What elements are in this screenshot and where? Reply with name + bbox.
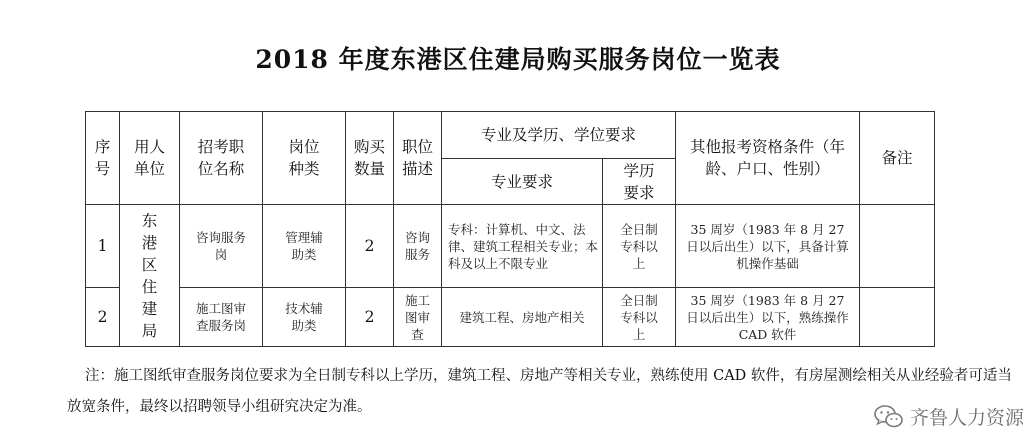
watermark-text: 齐鲁人力资源	[909, 407, 1024, 429]
row-degree: 全日制专科以上	[603, 205, 676, 288]
footnote: 注：施工图纸审查服务岗位要求为全日制专科以上学历，建筑工程、房地产等相关专业，熟练使用 CAD 软件，有房屋测绘相关从业经验者可适当放宽条件，最终以招聘领导小组研究决定为准。	[67, 368, 1012, 415]
table-row	[86, 288, 935, 347]
header-unit: 用人单位	[120, 112, 180, 205]
row-desc: 咨询服务	[394, 205, 442, 288]
header-count: 购买数量	[346, 112, 394, 205]
header-type: 岗位种类	[263, 112, 346, 205]
header-desc: 职位描述	[394, 112, 442, 205]
row-other: 35 周岁（1983 年 8 月 27 日以后出生）以下，具备计算机操作基础	[676, 205, 860, 288]
row-type: 技术辅助类	[263, 288, 346, 347]
row-remark	[860, 288, 935, 347]
row-type: 管理辅助类	[263, 205, 346, 288]
row-count: 2	[346, 288, 394, 347]
row-position: 施工图审查服务岗	[180, 288, 263, 347]
row-major: 建筑工程、房地产相关	[442, 288, 603, 347]
row-seq: 1	[86, 205, 120, 288]
header-remark: 备注	[860, 112, 935, 205]
header-other: 其他报考资格条件（年龄、户口、性别）	[676, 112, 860, 205]
positions-table	[85, 111, 935, 347]
table-header-row	[86, 112, 935, 159]
unit-cell: 东港区住建局	[120, 205, 180, 347]
table-row	[86, 205, 935, 288]
row-desc: 施工图审查	[394, 288, 442, 347]
row-degree: 全日制专科以上	[603, 288, 676, 347]
header-seq: 序号	[86, 112, 120, 205]
row-position: 咨询服务岗	[180, 205, 263, 288]
row-major: 专科：计算机、中文、法律、建筑工程相关专业；本科及以上不限专业	[442, 205, 603, 288]
header-position: 招考职位名称	[180, 112, 263, 205]
header-major: 专业要求	[442, 159, 603, 205]
wechat-icon	[874, 404, 904, 430]
header-degree: 学历要求	[603, 159, 676, 205]
header-edu-group: 专业及学历、学位要求	[442, 112, 676, 159]
row-remark	[860, 205, 935, 288]
row-count: 2	[346, 205, 394, 288]
document-title: 2018 年度东港区住建局购买服务岗位一览表	[255, 45, 781, 74]
row-seq: 2	[86, 288, 120, 347]
row-other: 35 周岁（1983 年 8 月 27 日以后出生）以下，熟练操作 CAD 软件	[676, 288, 860, 347]
watermark	[874, 403, 1024, 430]
